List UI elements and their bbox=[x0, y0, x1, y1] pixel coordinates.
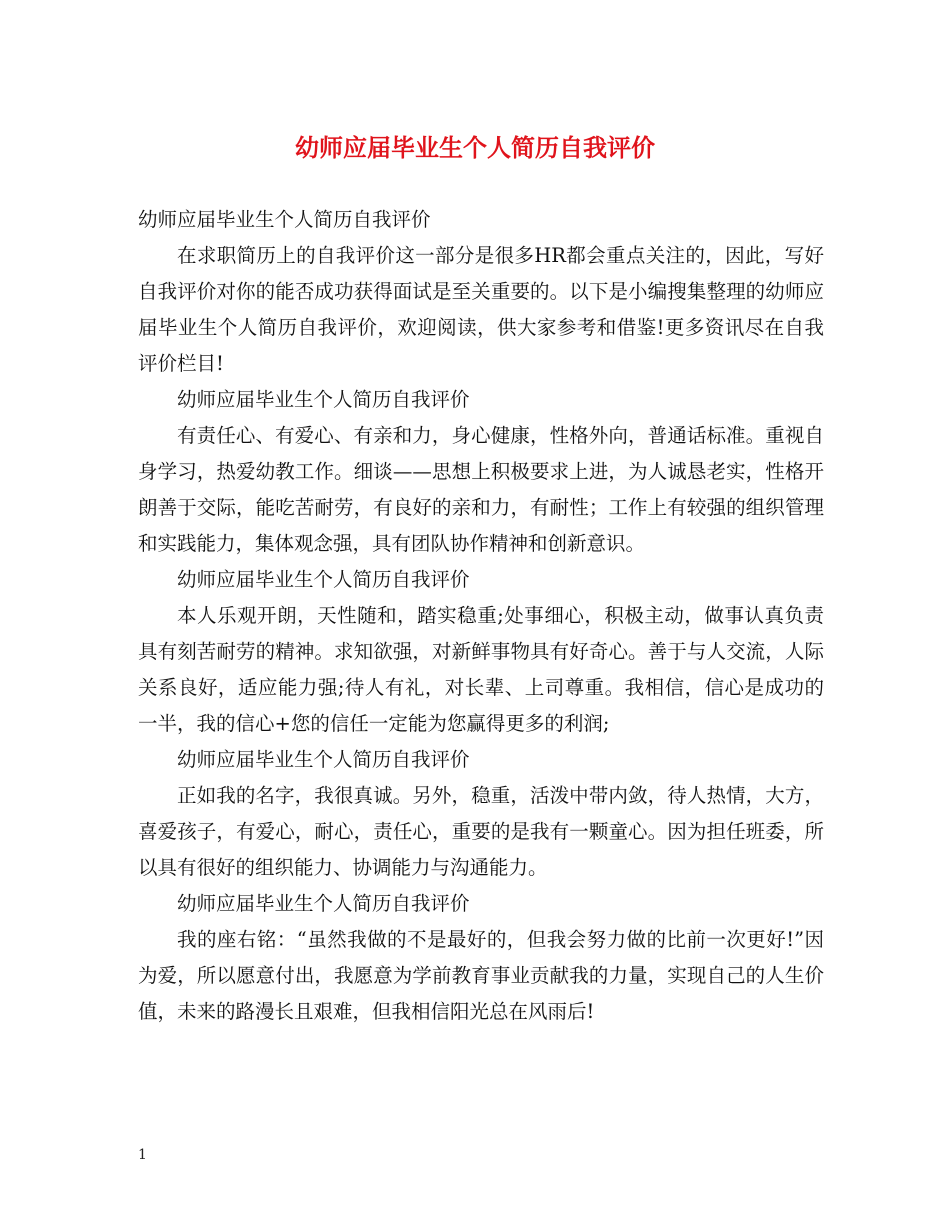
page-number: 1 bbox=[138, 1147, 147, 1163]
section-heading: 幼师应届毕业生个人简历自我评价 bbox=[177, 568, 470, 591]
document-title: 幼师应届毕业生个人简历自我评价 bbox=[295, 133, 655, 162]
body-paragraph: 正如我的名字，我很真诚。另外，稳重，活泼中带内敛，待人热情，大方，喜爱孩子，有爱心，耐心，责任心，重要的是我有一颗童心。因为担任班委，所以具有很好的组织能力、协调能力与沟通能力。 bbox=[138, 784, 824, 879]
section-heading: 幼师应届毕业生个人简历自我评价 bbox=[177, 748, 470, 771]
section-heading: 幼师应届毕业生个人简历自我评价 bbox=[138, 208, 431, 231]
intro-paragraph: 在求职简历上的自我评价这一部分是很多HR都会重点关注的，因此，写好自我评价对你的能否成功获得面试是至关重要的。以下是小编搜集整理的幼师应届毕业生个人简历自我评价，欢迎阅读，供大家参考和借鉴!更多资讯尽在自我评价栏目! bbox=[138, 244, 824, 375]
section-heading: 幼师应届毕业生个人简历自我评价 bbox=[177, 388, 470, 411]
body-paragraph: 我的座右铭：“虽然我做的不是最好的，但我会努力做的比前一次更好!”因为爱，所以愿意付出，我愿意为学前教育事业贡献我的力量，实现自己的人生价值，未来的路漫长且艰难，但我相信阳光总在风雨后! bbox=[138, 928, 824, 1023]
body-paragraph: 本人乐观开朗，天性随和，踏实稳重;处事细心，积极主动，做事认真负责具有刻苦耐劳的精神。求知欲强，对新鲜事物具有好奇心。善于与人交流，人际关系良好，适应能力强;待人有礼，对长辈、上司尊重。我相信，信心是成功的一半，我的信心+您的信任一定能为您赢得更多的利润; bbox=[138, 604, 824, 735]
body-paragraph: 有责任心、有爱心、有亲和力，身心健康，性格外向，普通话标准。重视自身学习，热爱幼教工作。细谈——思想上积极要求上进，为人诚恳老实，性格开朗善于交际，能吃苦耐劳，有良好的亲和力，有耐性；工作上有较强的组织管理和实践能力，集体观念强，具有团队协作精神和创新意识。 bbox=[138, 424, 824, 555]
document-body bbox=[138, 202, 824, 1030]
section-heading: 幼师应届毕业生个人简历自我评价 bbox=[177, 892, 470, 915]
